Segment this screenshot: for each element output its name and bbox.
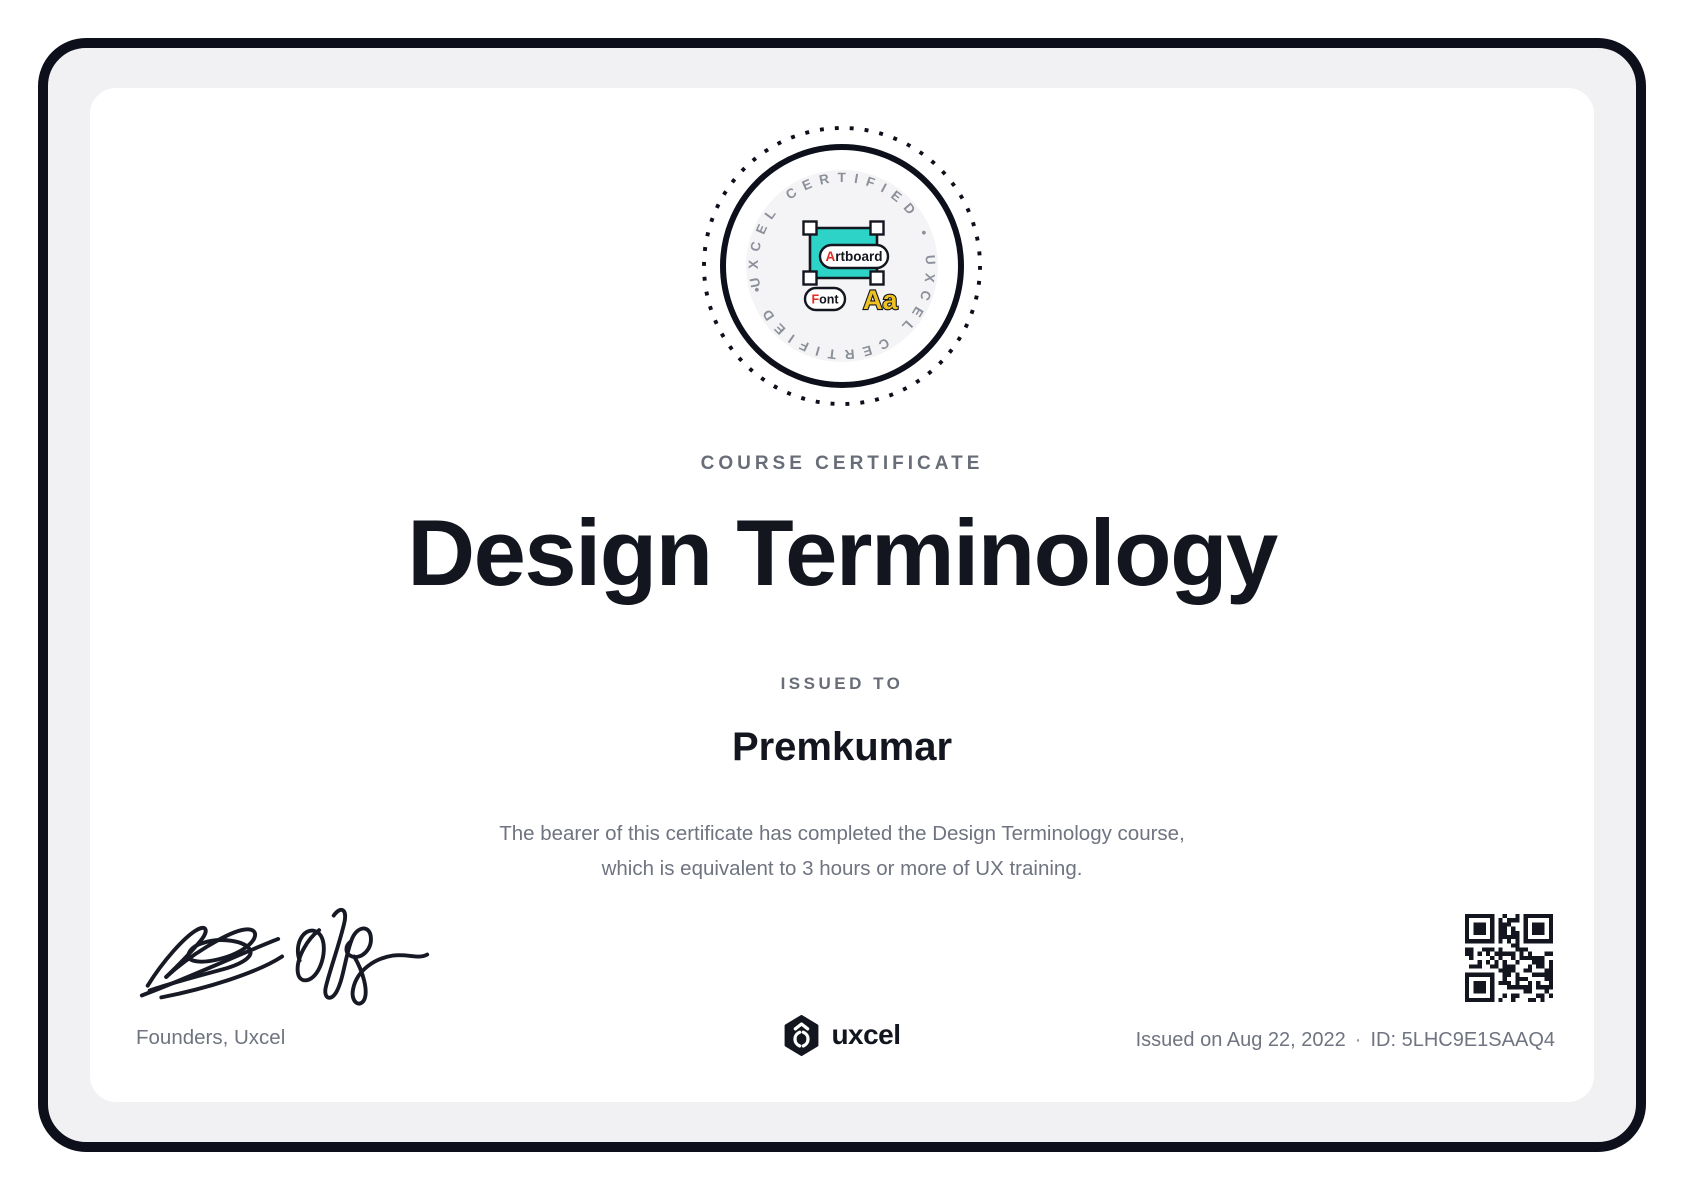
type-specimen-aa: Aa	[863, 285, 898, 315]
uxcel-wordmark: uxcel	[831, 1019, 901, 1050]
uxcel-cube-icon	[783, 1015, 820, 1056]
issued-on-text: Issued on Aug 22, 2022	[1135, 1029, 1346, 1051]
artboard-label-rest: rtboard	[835, 249, 883, 264]
description-line-1: The bearer of this certificate has completed the Design Terminology course,	[499, 822, 1185, 845]
founders-signatures	[130, 900, 440, 1012]
seal-ring-text: UXCEL CERTIFIED • UXCEL CERTIFIED •	[745, 169, 939, 363]
artboard-label	[826, 249, 883, 264]
signatories-label: Founders, Uxcel	[136, 1026, 286, 1049]
signature-2	[298, 910, 428, 1004]
certificate-card	[90, 88, 1594, 1102]
separator-dot: ·	[1354, 1029, 1362, 1051]
certificate-frame	[38, 38, 1646, 1152]
uxcel-certified-seal	[700, 124, 984, 408]
certificate-id: ID: 5LHC9E1SAAQ4	[1370, 1029, 1555, 1051]
font-label	[811, 293, 839, 307]
artboard-label-initial: A	[825, 249, 836, 264]
font-label-rest: ont	[819, 292, 839, 307]
course-certificate-label: COURSE CERTIFICATE	[700, 453, 984, 474]
issue-info	[1136, 1029, 1555, 1052]
font-label-initial: F	[811, 292, 820, 307]
qr-code	[1465, 914, 1553, 1002]
description-line-2: which is equivalent to 3 hours or more of UX training.	[601, 857, 1083, 880]
recipient-name: Premkumar	[731, 725, 953, 769]
signature-1	[142, 928, 282, 998]
course-title: Design Terminology	[407, 500, 1277, 605]
issued-to-label: ISSUED TO	[780, 674, 904, 693]
certificate-description	[90, 816, 1594, 886]
